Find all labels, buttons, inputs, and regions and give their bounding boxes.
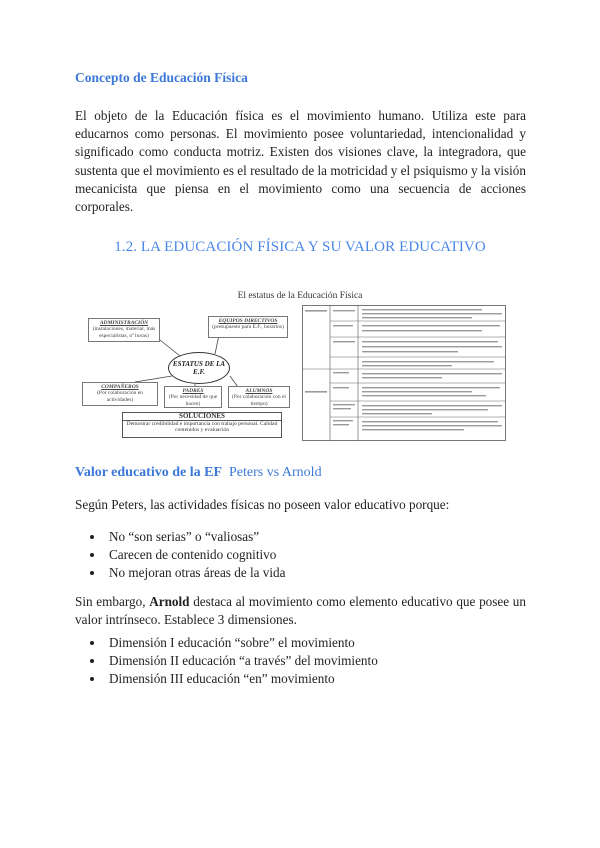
status-diagram bbox=[80, 310, 300, 438]
list-item: No “son serias” o “valiosas” bbox=[89, 528, 286, 546]
list-item: Dimensión II educación “a través” del movimiento bbox=[89, 652, 378, 670]
peters-intro: Según Peters, las actividades físicas no poseen valor educativo porque: bbox=[75, 497, 450, 512]
list-item: Dimensión I educación “sobre” el movimiento bbox=[89, 634, 378, 652]
valor-heading-rest: Peters vs Arnold bbox=[229, 465, 322, 480]
center-status-ellipse: ESTATUS DE LA E.F. bbox=[168, 352, 230, 384]
box-text: (Por colaboración en actividades) bbox=[97, 390, 143, 403]
valor-heading-bold: Valor educativo de la EF bbox=[75, 465, 223, 480]
solutions-box bbox=[122, 412, 282, 438]
solutions-text: Demostrar credibilidad e importancia con trabajo personal. Calidad contenidos y evaluación bbox=[126, 420, 278, 434]
arnold-paragraph bbox=[75, 593, 526, 629]
box-alumnos bbox=[228, 386, 290, 408]
arnold-post: destaca al movimiento como elemento educativo que posee un valor intrínseco. Establece 3 dimensiones. bbox=[75, 594, 526, 628]
list-item: No mejoran otras áreas de la vida bbox=[89, 564, 286, 582]
box-equipos-directivos bbox=[208, 316, 288, 338]
box-title: COMPAÑEROS bbox=[101, 384, 139, 390]
dimensions-list bbox=[89, 634, 378, 689]
box-text: (Por necesidad de que hacen) bbox=[168, 394, 218, 407]
intro-paragraph: El objeto de la Educación física es el movimiento humano. Utiliza este para educarnos como personas. El movimiento posee voluntariedad, intencionalidad y significado como conducta motriz. Existen dos visiones clave, la integradora, que sustenta que el movimiento es el resultado de la motricidad y el psiquismo y la visión mecanicista que piensa en el movimiento como una secuencia de acciones corporales. bbox=[75, 108, 526, 215]
box-administracion bbox=[88, 318, 160, 342]
box-text: (presupuesto para E.F., horarios) bbox=[212, 324, 284, 331]
box-companeros bbox=[82, 382, 158, 406]
solutions-title: SOLUCIONES bbox=[123, 413, 281, 421]
box-text: (instalaciones, material, más especialistas, nº horas) bbox=[92, 326, 156, 339]
box-title: PADRES bbox=[182, 388, 204, 394]
arnold-name: Arnold bbox=[149, 594, 190, 609]
list-item: Dimensión III educación “en” movimiento bbox=[89, 670, 378, 688]
section-title: Concepto de Educación Física bbox=[75, 70, 248, 85]
chapter-heading: 1.2. LA EDUCACIÓN FÍSICA Y SU VALOR EDUCATIVO bbox=[114, 239, 486, 255]
arnold-pre: Sin embargo, bbox=[75, 594, 150, 609]
scanned-table-image bbox=[302, 305, 506, 441]
box-title: ADMINISTRACIÓN bbox=[99, 320, 149, 326]
box-title: ALUMNOS bbox=[245, 388, 273, 394]
figure-caption: El estatus de la Educación Física bbox=[237, 291, 363, 301]
figure bbox=[80, 305, 506, 441]
box-text: (Por colaboración con el tiempo) bbox=[232, 394, 286, 407]
valor-heading bbox=[75, 465, 322, 481]
box-padres bbox=[164, 386, 222, 408]
peters-list bbox=[89, 528, 286, 583]
list-item: Carecen de contenido cognitivo bbox=[89, 546, 286, 564]
box-title: EQUIPOS DIRECTIVOS bbox=[218, 318, 278, 324]
